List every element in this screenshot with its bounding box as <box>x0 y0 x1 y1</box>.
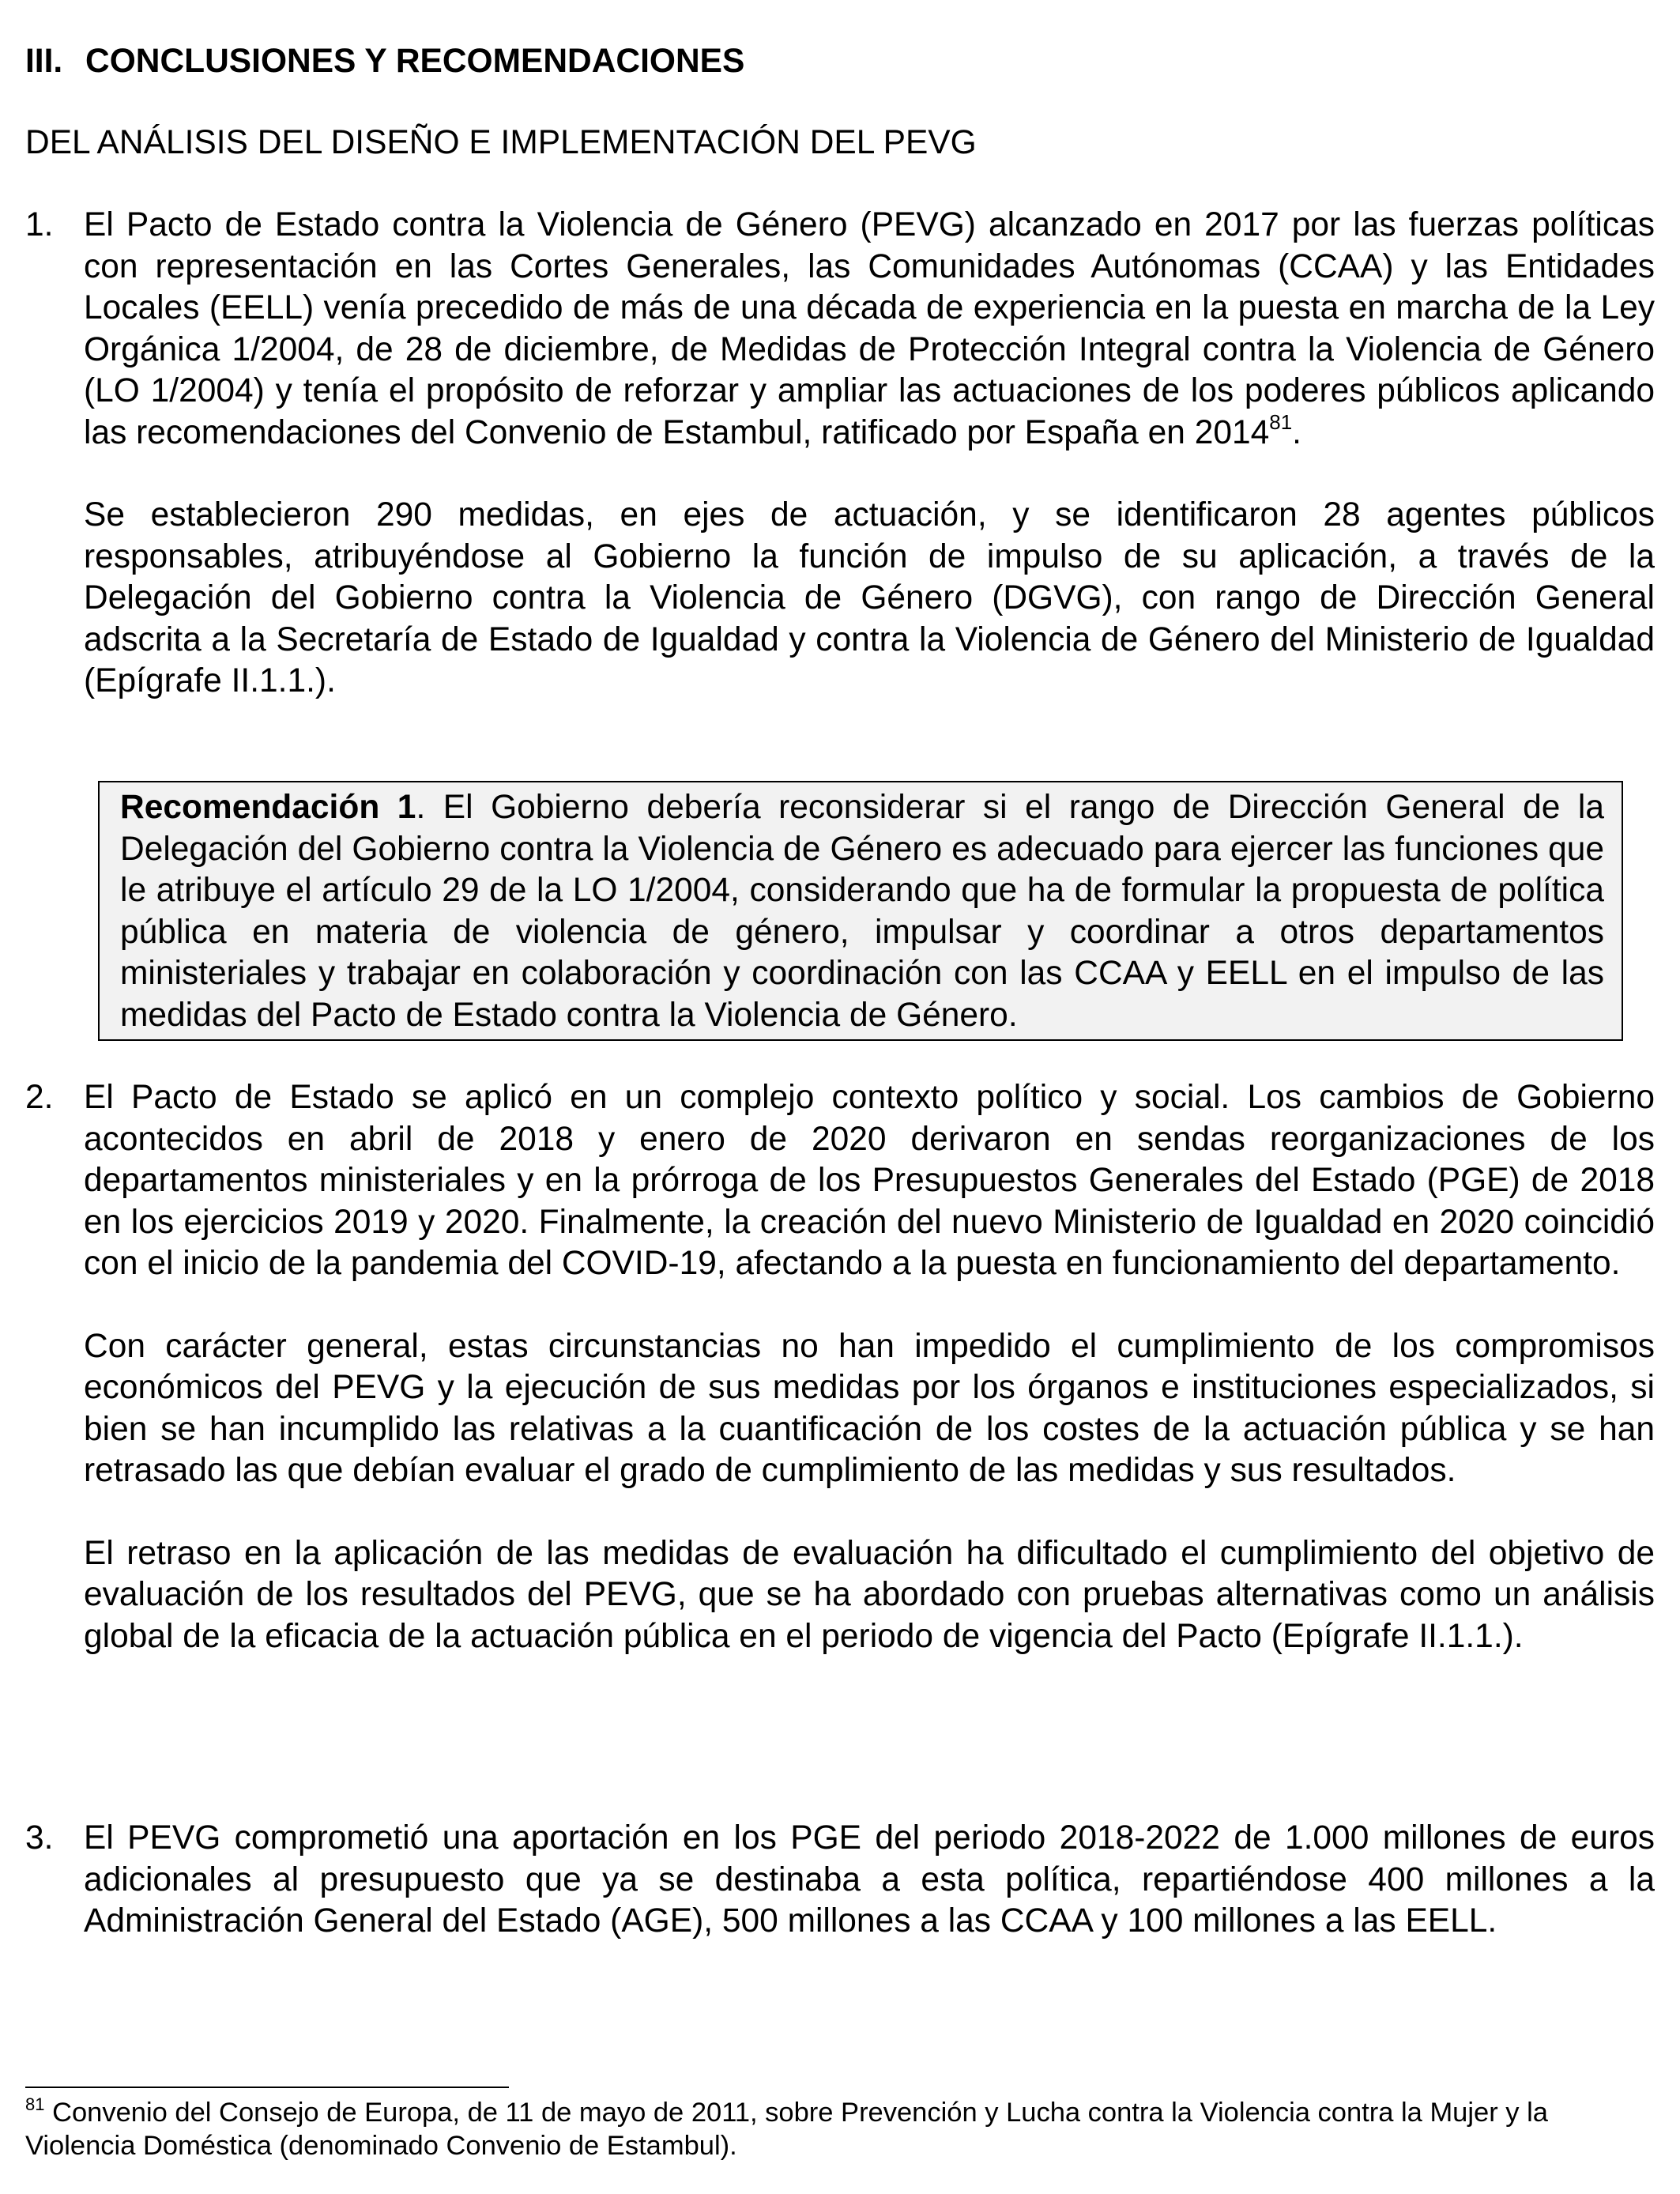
paragraph-text: El Pacto de Estado contra la Violencia de Género (PEVG) alcanzado en 2017 por las fuerzas políticas con representación en las Cortes Generales, las Comunidades Autónomas (CCAA) y las Entidades Locales (EELL) venía precedido de más de una década de experiencia en la puesta en marcha de la Ley Orgánica 1/2004, de 28 de diciembre, de Medidas de Protección Integral contra la Violencia de Género (LO 1/2004) y tenía el propósito de reforzar y ampliar las actuaciones de los poderes públicos aplicando las recomendaciones del Convenio de Estambul, ratificado por España en 2014 <box>84 206 1655 451</box>
footnote-reference: 81 <box>1269 410 1293 435</box>
section-title-text: CONCLUSIONES Y RECOMENDACIONES <box>85 43 745 80</box>
section-number: III. <box>25 43 63 80</box>
item-number: 2. <box>25 1079 54 1116</box>
paragraph: El Pacto de Estado se aplicó en un complejo contexto político y social. Los cambios de Gobierno acontecidos en abril de 2018 y enero de 2020 derivaron en sendas reorganizaciones de los departamentos ministeriales y en la prórroga de los Presupuestos Generales del Estado (PGE) de 2018 en los ejercicios 2019 y 2020. Finalmente, la creación del nuevo Ministerio de Igualdad en 2020 coincidió con el inicio de la pandemia del COVID-19, afectando a la puesta en funcionamiento del departamento. <box>84 1079 1655 1282</box>
numbered-item-1 <box>25 205 1655 703</box>
footnote-number: 81 <box>25 2094 45 2114</box>
footnote <box>25 2096 1655 2162</box>
recommendation-text: . El Gobierno debería reconsiderar si el rango de Dirección General de la Delegación del Gobierno contra la Violencia de Género es adecuado para ejercer las funciones que le atribuye el artículo 29 de la LO 1/2004, considerando que ha de formular la propuesta de política pública en materia de violencia de género, impulsar y coordinar a otros departamentos ministeriales y trabajar en colaboración y coordinación con las CCAA y EELL en el impulso de las medidas del Pacto de Estado contra la Violencia de Género. <box>120 789 1604 1034</box>
footnote-separator <box>25 2087 509 2088</box>
paragraph: El PEVG comprometió una aportación en los PGE del periodo 2018-2022 de 1.000 millones de euros adicionales al presupuesto que ya se destinaba a esta política, repartiéndose 400 millones a la Administración General del Estado (AGE), 500 millones a las CCAA y 100 millones a las EELL. <box>84 1819 1655 1940</box>
numbered-item-2 <box>25 1077 1655 1657</box>
footnote-text: Convenio del Consejo de Europa, de 11 de mayo de 2011, sobre Prevención y Lucha contra la Violencia contra la Mujer y la Violencia Doméstica (denominado Convenio de Estambul). <box>25 2098 1548 2161</box>
paragraph <box>84 205 1655 454</box>
recommendation-label: Recomendación 1 <box>120 789 416 826</box>
item-number: 3. <box>25 1819 54 1857</box>
item-number: 1. <box>25 206 54 243</box>
subheading: DEL ANÁLISIS DEL DISEÑO E IMPLEMENTACIÓN DEL PEVG <box>25 124 977 161</box>
paragraph: El retraso en la aplicación de las medidas de evaluación ha dificultado el cumplimiento del objetivo de evaluación de los resultados del PEVG, que se ha abordado con pruebas alternativas como un análisis global de la eficacia de la actuación pública en el periodo de vigencia del Pacto (Epígrafe II.1.1.). <box>84 1534 1655 1655</box>
numbered-item-3 <box>25 1818 1655 1943</box>
paragraph: Con carácter general, estas circunstancias no han impedido el cumplimiento de los compromisos económicos del PEVG y la ejecución de sus medidas por los órganos e instituciones especializados, si bien se han incumplido las relativas a la cuantificación de los costes de la actuación pública y se han retrasado las que debían evaluar el grado de cumplimiento de las medidas y sus resultados. <box>84 1327 1655 1489</box>
section-title <box>25 41 744 82</box>
paragraph: Se establecieron 290 medidas, en ejes de actuación, y se identificaron 28 agentes públicos responsables, atribuyéndose al Gobierno la función de impulso de su aplicación, a través de la Delegación del Gobierno contra la Violencia de Género (DGVG), con rango de Dirección General adscrita a la Secretaría de Estado de Igualdad y contra la Violencia de Género del Ministerio de Igualdad (Epígrafe II.1.1.). <box>84 496 1655 699</box>
recommendation-box <box>98 781 1623 1041</box>
paragraph-end: . <box>1292 413 1301 451</box>
